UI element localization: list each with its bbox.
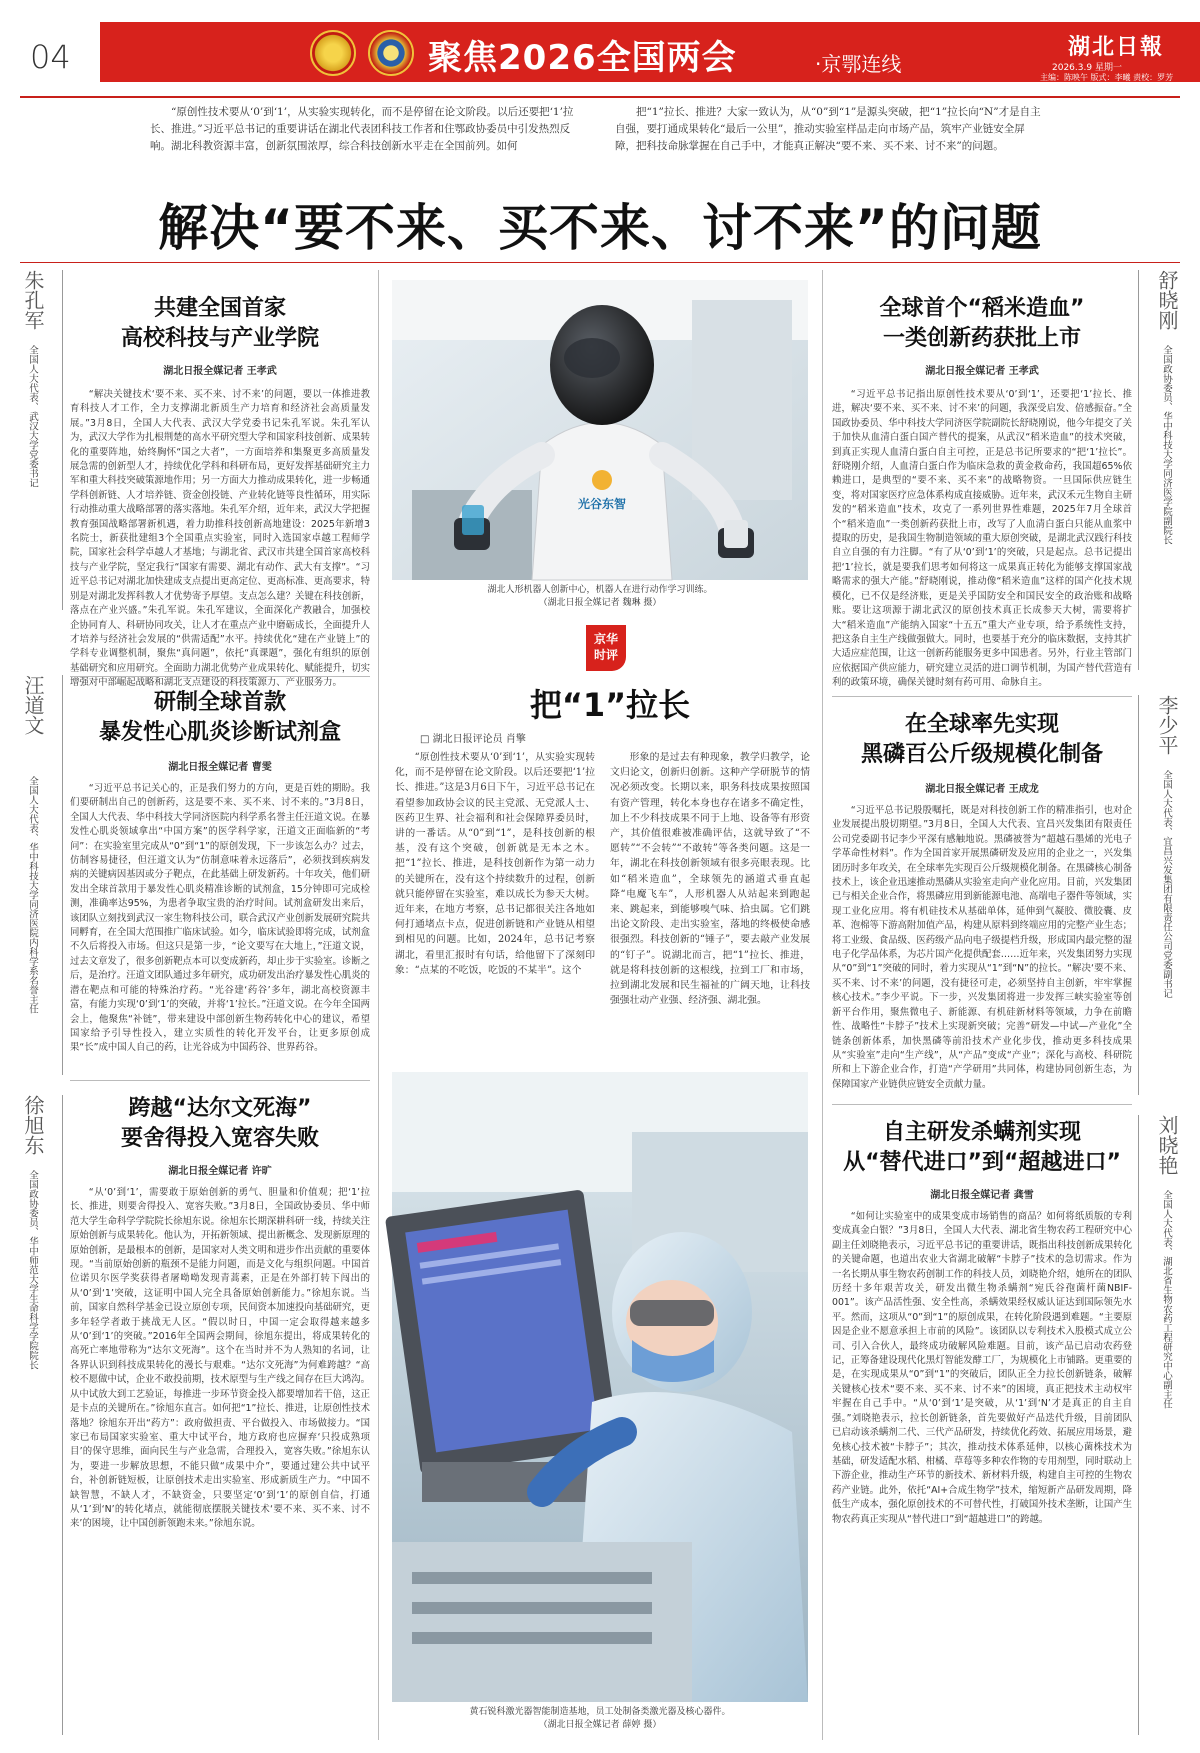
person-name-xu [18,1095,48,1155]
commentary-badge [586,625,626,671]
side-divider [1138,1115,1139,1735]
article-5-byline: 湖北日报全媒记者 王成龙 [925,784,1039,795]
article-6-body: “如何让实验室中的成果变成市场销售的商品？如何将纸质版的专利变成真金白银？”3月8日，全国人大代表、湖北省生物农药工程研究中心副主任刘晓艳表示，习近平总书记的重要讲话，既指出科技创新成果转化的关键命题，也道出农业大省湖北破解“卡脖子”技术的急切需求。作为一名长期从事生物农药创制工作的科技人员，刘晓艳介绍，她所在的团队历经十多年艰苦攻关，研发出微生物杀螨剂“宛氏谷孢菌杆菌NBIF-001”。该产品活性强、安全性高，杀螨效果经权威认证达到国际领先水平。然而，这项从“0”到“1”的原创成果，在转化阶段遇到难题。“主要原因是企业不愿意承担上市前的风险”。该团队以专利技术入股模式成立公司、引入合伙人，最终成功破解风险难题。目前，该产品已启动农药登记，正筹备建设现代化黑灯智能发酵工厂，为规模化上市铺路。更重要的是，在实现成果从“0”到“1”的突破后，团队正全力拉长创新链条，破解关键核心技术“要不来、买不来、讨不来”的困境，真正把技术主动权牢牢握在自己手中。“从‘0’到‘1’是突破，从‘1’到‘N’才是真正的自主自强。”刘晓艳表示，拉长创新链条，首先要做好产品迭代升级，目前团队已启动该杀螨剂二代、三代产品研发，持续优化药效、拓展应用场景，避免核心技术被“卡脖子”；其次，推动技术体系延伸，以核心菌株技术为基础，研发适配水稻、柑橘、草莓等多种农作物的专用剂型，同时联动上下游企业，推动生产环节的新技术、新材料升级，构建自主可控的生物农药产业链。此外，依托“AI+合成生物学”技术，缩短新产品研发周期，降低生产成本，强化原创技术的不可替代性，打破国外技术垄断，让国产生物农药真正实现从“替代进口”到“超越进口”的跨越。 [832,1211,1133,1525]
person-name-text: 舒晓刚 [1155,270,1179,330]
article-6-title-line2: 从“替代进口”到“超越进口” [843,1150,1121,1175]
side-divider [1138,270,1139,670]
article-4-body: “习近平总书记指出原创性技术要从‘0’到‘1’，还要把‘1’拉长、推进，解决‘要不来、买不来、讨不来’的问题，我深受启发、倍感振奋。”全国政协委员、华中科技大学同济医学院副院长舒晓刚说，他今年提交了关于加快从血清白蛋白国产替代的提案，从武汉“稻米造血”的技术突破，到真正实现人血清白蛋白自主可控，正是总书记所要求的“把‘1’拉长”。舒晓刚介绍，人血清白蛋白作为临床急救的黄金救命药，我国超65%依赖进口，是典型的“要不来、买不来”的战略物资。一旦国际供应链生变，将对国家医疗应急体系构成直接威胁。近年来，武汉禾元生物自主研发的“稻米造血”技术，攻克了一系列世界性难题，2025年7月全球首个“稻米造血”一类创新药获批上市，改写了人血清白蛋白只能从血浆中提取的历史，是我国生物制造领域的重大原创突破，是湖北武汉践行科技自立自强的有力注脚。“有了从‘0’到‘1’的突破，只是起点。总书记提出把‘1’拉长，就是要我们思考如何将这一成果真正转化为能够支撑国家战略需求的强大产能。”舒晓刚说，推动像“稻米造血”这样的国产化技术规模化，已不仅是经济账，更是关乎国防安全和国民安全的政治账和战略账。要让这项源于湖北武汉的原创技术真正长成参天大树，需要将扩大“稻米造血”产能纳入国家“十五五”重大产业专项，给予系统性支持，把这条自主生产线做强做大。同时，也要基于充分的临床数据，支持其扩大适应症范围，让这一创新药能服务更多中国患者。另外，行业主管部门应依据国产供应能力，研究建立灵活的进口调节机制，为国产替代营造有利的政策环境，确保关键时刻有药可用、命脉自主。 [832,389,1133,689]
person-title-xu: 全国政协委员、华中师范大学生命科学学院院长 [27,1170,38,1370]
article-1-title-line1: 共建全国首家 [153,296,286,321]
article-3-title-line1: 跨越“达尔文死海” [128,1096,312,1121]
article-1-body: “解决关键技术‘要不来、买不来、讨不来’的问题，要以一体推进教育科技人才工作，全力支撑湖北新质生产力培育和经济社会高质量发展。”3月8日，全国人大代表、武汉大学党委书记朱孔军说。朱孔军认为，武汉大学作为扎根荆楚的高水平研究型大学和国家科技创新、成果转化的重要阵地，始终胸怀“国之大者”，一方面培养和集聚更多高质量发展急需的创新型人才，持续优化学科和科研布局，更好发挥基础研究主力军和重大科技突破策源地作用；另一方面大力推动成果转化，进一步畅通学科创新链、人才培养链、资金创投链、产业转化链等良性循环，用实际行动推动重大战略部署的落实落地。朱孔军介绍，近年来，武汉大学把握教育强国战略部署新机遇，着力助推科技创新高地建设：2025年新增3名院士，新获批建组3个全国重点实验室，同时入选国家卓越工程师学院，国家社会科学卓越人才基地；与湖北省、武汉市共建全国首家高校科技与产业学院，坚定我行“国家有需要、湖北有动作、武大有支撑”。“习近平总书记对湖北加快建成支点提出更高定位、更高标准、更高要求，特别是对湖北发挥科教人才优势寄予厚望。支点怎么建？关键在科技创新，落点在产业兴盛。”朱孔军说。朱孔军建议，全面深化产教融合，加强校企协同育人、科研协同攻关，让人才在重点产业中磨砺成长，全面提升人才培养与经济社会发展的“供需适配”水平。持续优化“建在产业链上”的学科专业调整机制，聚焦“真问题”，依托“真课题”，强化有组织的原创基础研究和应用研究。全面助力湖北优势产业成果转化、赋能提升，切实增强对中部崛起战略和湖北支点建设的科技策源力、产业服务力。 [70,389,371,689]
article-5-body: “习近平总书记殷殷嘱托，既是对科技创新工作的精准指引，也对企业发展提出殷切期望。”3月8日，全国人大代表、宜昌兴发集团有限责任公司党委副书记李少平深有感触地说。黑磷被誉为“超越石墨烯的光电子学革命性材料”。作为全国首家开展黑磷研发及应用的企业之一，兴发集团历时多年攻关，在全球率先实现百公斤级规模化制备。在黑磷核心制备技术上，该企业迅速推动黑磷从实验室走向产业化应用。目前，兴发集团已与相关企业合作，将黑磷应用到新能源电池、高端电子器件等领域，实现工业化应用。将有机硅技术从基础单体，延伸到气凝胶、微胶囊、皮革、泡棉等下游高附加值产品，构建从原料到终端应用的完整产业生态；将工业级、食品级、医药级产品向电子级提档升级，形成国内最完整的湿电子化学品体系，为芯片国产化提供配套……近年来，兴发集团努力实现从“0”到“1”突破的同时，着力实现从“1”到“N”的拉长。“解决‘要不来、买不来、讨不来’的问题，没有捷径可走，必须坚持自主创新，牢牢掌握核心技术。”李少平说。下一步，兴发集团将进一步发挥三峡实验室等创新平台作用，聚焦微电子、新能源、有机硅新材料等领域，力争在前瞻性、战略性“卡脖子”技术上实现新突破；完善“研发—中试—产业化”全链条创新体系，加快黑磷等前沿技术产业化步伐，推动更多科技成果从“实验室”走向“生产线”，从“产品”变成“产业”；深化与高校、科研院所和上下游企业合作，打造“产学研用”共同体，构建协同创新生态，为保障国家产业链供应链安全贡献力量。 [832,805,1133,1090]
person-name-zhu [18,270,48,330]
article-4-byline: 湖北日报全媒记者 王孝武 [925,366,1039,377]
commentary-title: 把“1”拉长 [529,686,691,724]
side-divider [62,1095,63,1735]
robot-illustration [392,280,808,580]
commentary-byline [420,730,526,745]
issue-date: 2026.3.9 星期一 [1052,63,1122,73]
page-header [0,0,1200,96]
article-4-title [832,294,1132,354]
robot-chest-label: 光谷东智 [577,497,627,511]
article-5-title-line2: 黑磷百公斤级规模化制备 [860,742,1103,767]
robot-caption-line1: 湖北人形机器人创新中心，机器人在进行动作学习训练。 [487,585,713,595]
article-1-title [70,294,370,354]
intro-right: 把“1”拉长、推进？大家一致认为，从“0”到“1”是源头突破，把“1”拉长向“N”才是自主自强，要打通成果转化“最后一公里”，推动实验室样品走向市场产品，筑牢产业链安全屏障，把科技命脉掌握在自己手中，才能真正解决“要不来、买不来、讨不来”的问题。 [615,106,1041,152]
article-divider [70,1080,370,1081]
article-3-title-line2: 要舍得投入宽容失败 [120,1126,319,1151]
article-4-title-line1: 全球首个“稻米造血” [879,296,1085,321]
person-title-zhu: 全国人大代表、武汉大学党委书记 [27,345,38,488]
main-headline: 解决“要不来、买不来、讨不来”的问题 [158,199,1042,257]
person-name-text: 李少平 [1155,695,1179,755]
article-6-title [832,1118,1132,1178]
robot-caption-line2: （湖北日报全媒记者 魏琳 摄） [538,598,662,608]
article-divider [70,676,370,677]
person-title-wang: 全国人大代表、华中科技大学同济医院内科学系名誉主任 [27,776,38,1014]
commentary-column-2 [610,750,810,1062]
article-2-title-line2: 暴发性心肌炎诊断试剂盒 [98,720,341,745]
side-divider [62,675,63,1075]
person-title-li: 全国人大代表、宜昌兴发集团有限责任公司党委副书记 [1161,770,1172,998]
article-2-title-line1: 研制全球首款 [153,690,286,715]
header-rule [20,96,1180,98]
article-2-body: “习近平总书记关心的，正是我们努力的方向，更是百姓的期盼。我们要研制出自己的创新药，这是要不来、买不来、讨不来的。”3月8日，全国人大代表、华中科技大学同济医院内科学系名誉主任汪道文说。在暴发性心肌炎领域拿出“中国方案”的医学科学家，汪道文正面临新的“考问”：在实验室里完成从“0”到“1”的原创发现，下一步该怎么办？过去，仿制容易捷径，但汪道文认为“仿制意味着永远落后”，必须找到疾病发病的关键病因基因或分子靶点，在此基础上研发新药。十年攻关，他们研发出全球首款用于暴发性心肌炎精准诊断的试剂盒，15分钟即可完成检测，准确率达95%，为患者争取宝贵的治疗时间。试剂盒研发出来后，该团队立刻找到武汉一家生物科技公司，联合武汉产业创新发展研究院共同孵育，在全国大范围推广临床试验。如今，临床试验即将完成，试剂盒不久后将投入市场。但这只是第一步，“论文要写在大地上，”汪道文说，过去文章发了，很多创新靶点本可以变成新药，却止步于实验室。诊断之后，是治疗。汪道文团队通过多年研究，成功研发出治疗暴发性心肌炎的潜在靶点和可能的特殊治疗药。“光谷建‘药谷’多年，湖北高校资源丰富，有能力实现‘0’到‘1’的突破，并将‘1’拉长。”汪道文说。在今年全国两会上，他聚焦“补链”，带来建设中部创新生物药转化中心的建议，希望国家给予引导性投入，建立实质性的转化开发平台，让更多原创成果“长”成中国人自己的药，让光谷成为中国药谷、世界药谷。 [70,783,371,1054]
editor-credits: 主编：陈映午 版式：李曦 责校：罗芳 [1040,73,1174,82]
article-divider [832,696,1132,697]
person-name-shu [1152,270,1182,330]
column-divider [822,270,823,1740]
banner-subtitle: ·京鄂连线 [815,52,902,76]
article-5-title [832,710,1132,770]
commentary-column-1 [395,750,595,1062]
article-3-byline: 湖北日报全媒记者 许旷 [168,1166,272,1177]
intro-left: “原创性技术要从‘0’到‘1’，从实验实现转化，而不是停留在论文阶段。以后还要把‘1’拉长、推进。”习近平总书记的重要讲话在湖北代表团科技工作者和住鄂政协委员中引发热烈反响。湖北科教资源丰富，创新氛围浓厚，综合科技创新水平走在全国前列。如何 [150,106,574,152]
article-2-title [70,688,370,748]
person-name-wang [18,675,48,735]
cppcc-emblem-icon [368,30,414,76]
article-6-byline: 湖北日报全媒记者 龚雪 [930,1190,1034,1201]
lab-photo-caption [392,1706,808,1732]
column-divider [378,270,379,1740]
headline-rule [20,262,1180,263]
article-1-title-line2: 高校科技与产业学院 [120,326,319,351]
person-name-liu [1152,1115,1182,1175]
side-divider [1138,695,1139,1095]
lab-caption-line1: 黄石锐科激光器智能制造基地，员工处制备类激光器及核心器件。 [469,1707,731,1717]
lab-caption-line2: （湖北日报全媒记者 薛婷 摄） [538,1720,662,1730]
person-title-liu: 全国人大代表、湖北省生物农药工程研究中心副主任 [1161,1190,1172,1409]
robot-photo-caption [392,584,808,610]
person-name-text: 徐旭东 [21,1095,45,1155]
national-emblem-icon [310,30,356,76]
article-2-byline: 湖北日报全媒记者 曹雯 [168,762,272,773]
person-title-shu: 全国政协委员、华中科技大学同济医学院副院长 [1161,345,1172,545]
person-name-li [1152,695,1182,755]
commentary-col2-text: 形象的是过去有种现象，教学归教学，论文归论文，创新归创新。这种产学研脱节的情况必须改变。长期以来，职务科技成果按照国有资产管理，转化本身也存在诸多不确定性，加上不少科技成果不同于上地、设备等有形资产，其价值很难被准确评估，这就导致了“不愿转”“不会转”“不敢转”等各类问题。这是一年，湖北在科技创新领域有很多亮眼表现。比如“稻米造血”，全球领先的涵道式垂直起降“电魔飞车”，人形机器人从站起来到跑起来、跳起来，到能够嗅气味、拾虫属。它们跳出论文阶段、走出实验室，落地的终极使命感很强烈。科技创新的“锤子”，要去敲产业发展的“钉子”。说湖北而言，把“1”拉长、推进，就是将科技创新的这根线，拉到工厂和市场，拉到湖北发展和民生福祉的广阔天地，让科技强强壮动产业强、经济强、湖北强。 [610,752,810,1007]
banner-title: 聚焦2026全国两会 [428,38,737,78]
article-3-body: “从‘0’到‘1’，需要敢于原始创新的勇气、胆量和价值观；把‘1’拉长、推进，则要舍得投入、宽容失败。”3月8日，全国政协委员、华中师范大学生命科学学院院长徐旭东说。徐旭东长期深耕科研一线，持续关注原始创新与成果转化。他认为，开拓新领域、提出新概念、发现新原理的原始创新，是最根本的创新，是国家对人类文明和进步作出贡献的重要体现。“当前原始创新的瓶颈不是能力问题，而是文化与组织问题。中国首位诺贝尔医学奖获得者屠呦呦发现青蒿素，正是在外部打转下闯出的从‘0’到‘1’突破，这证明中国人完全具备原始创新能力。”徐旭东说。当前，国家自然科学基金已设立原创专项，民间资本加速投向基础研究，更多年轻学者敢于挑战无人区。“假以时日，中国一定会取得越来越多从‘0’到‘1’的突破。”2016年全国两会期间，徐旭东提出，将成果转化的高死亡率地带称为“达尔文死海”。这个在当时并不为人熟知的名词，让各界认识到科技成果转化的漫长与艰难。“达尔文死海”为何难跨越？“高校不愿做中试，企业不敢投前期，技术原型与生产线之间存在巨大鸿沟。从中试放大到工艺验证，每推进一步环节资金投入都要增加若干倍，这正是卡点的关键所在。”徐旭东直言。如何把“1”拉长、推进，让原创性技术落地？徐旭东开出“药方”：政府做担责、平台做投入、市场做接力。“国家已布局国家实验室、重大中试平台，地方政府也应摒弃‘只投成熟项目’的保守思维，面向民生与产业急需，合理投入，宽容失败。”徐旭东认为，要进一步解放思想，不能只做“成果中介”，要通过建公共中试平台，补创新链短板，让原创技术走出实验室、形成新质生产力。“中国不缺智慧，不缺人才，不缺资金，只要坚定‘0’到‘1’的原创自信，打通从‘1’到‘N’的转化堵点，就能彻底摆脱关键技术‘要不来、买不来、讨不来’的困境，让中国创新领跑未来。”徐旭东说。 [70,1187,371,1530]
article-6-title-line1: 自主研发杀螨剂实现 [882,1120,1081,1145]
side-divider [62,270,63,610]
commentary-byline-text: 湖北日报评论员 肖擎 [432,734,526,745]
article-divider [832,1104,1132,1105]
newspaper-logo: 湖北日報 [1068,34,1165,60]
person-name-text: 朱孔军 [21,270,45,330]
square-icon: □ [420,734,433,745]
article-3-title [70,1094,370,1154]
page-number: 04 [30,38,71,76]
person-name-text: 汪道文 [21,675,45,735]
commentary-col1-text: “原创性技术要从‘0’到‘1’，从实验实现转化，而不是停留在论文阶段。以后还要把‘1’拉长、推进。”这是3月6日下午，习近平总书记在看望参加政协会议的民主党派、无党派人士、医药卫生界、社会福利和社会保障界委员时，讲的一番话。从“0”到“1”，是科技创新的根基，没有这个突破，创新就是无本之木。把“1”拉长、推进，是科技创新作为第一动力的关键所在，没有这个持续数升的过程，创新就只能停留在实验室，难以成长为参天大树。近年来，在地方考察，总书记都很关注各地如何打通堵点卡点，促进创新链和产业链从相望到相见的问题。比如，2024年，总书记考察湖北，看里汇报时有句话，给他留下了深刻印象：“点某的不吃饭，吃饭的不某半”。这个 [395,752,595,976]
lab-photo [392,1072,808,1702]
robot-photo [392,280,808,580]
article-5-title-line1: 在全球率先实现 [904,712,1059,737]
article-4-title-line2: 一类创新药获批上市 [882,326,1081,351]
article-1-byline: 湖北日报全媒记者 王孝武 [163,366,277,377]
lab-illustration [392,1072,808,1702]
person-name-text: 刘晓艳 [1155,1115,1179,1175]
commentary-badge-text: 京华时评 [593,632,618,662]
